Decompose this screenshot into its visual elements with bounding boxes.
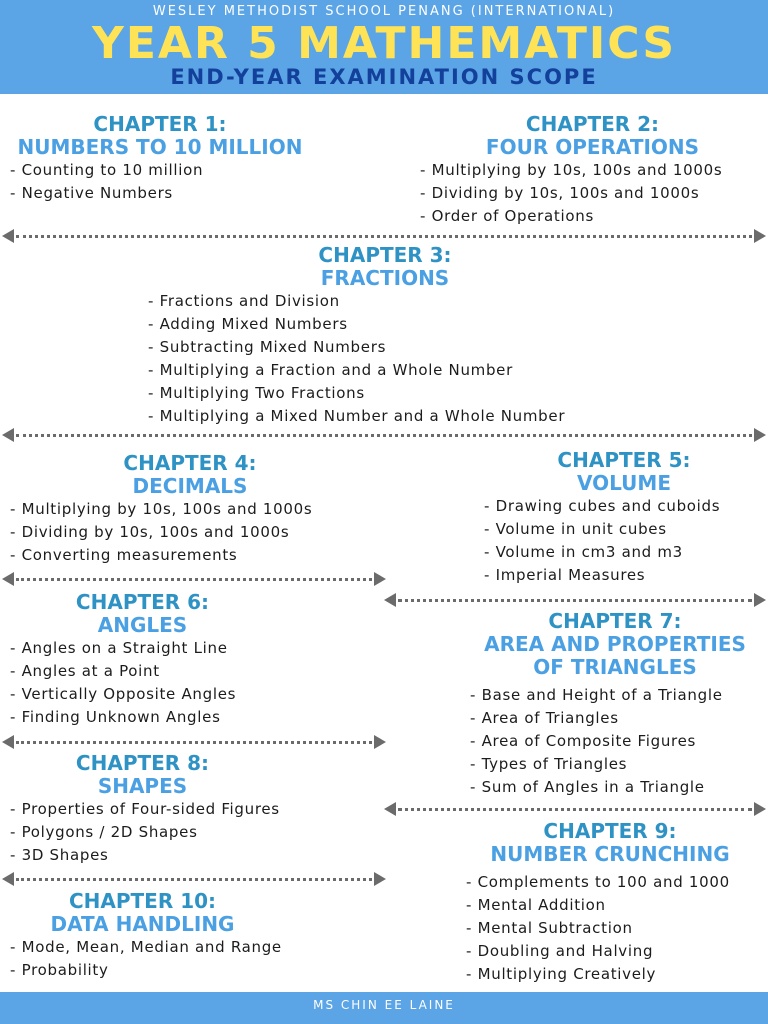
chapter-5 [484, 449, 764, 587]
chapter-label: CHAPTER 9: [543, 819, 677, 843]
topic-item: - Order of Operations [420, 205, 765, 228]
page-title: YEAR 5 MATHEMATICS [91, 18, 677, 69]
topic-item: - Multiplying by 10s, 100s and 1000s [420, 159, 765, 182]
chapter-title-line-2: OF TRIANGLES [533, 655, 697, 679]
chapter-1 [10, 113, 310, 205]
arrow-left-icon [2, 872, 14, 886]
arrow-right-icon [754, 229, 766, 243]
topic-item: - Angles on a Straight Line [10, 637, 275, 660]
topic-item: - Area of Composite Figures [470, 730, 760, 753]
chapter-title-line-1: AREA AND PROPERTIES [484, 632, 746, 656]
arrow-right-icon [374, 735, 386, 749]
topic-item: - Dividing by 10s, 100s and 1000s [10, 521, 370, 544]
topic-item: - Imperial Measures [484, 564, 764, 587]
topic-item: - Angles at a Point [10, 660, 275, 683]
topic-item: - Area of Triangles [470, 707, 760, 730]
topic-item: - Finding Unknown Angles [10, 706, 275, 729]
chapter-label: CHAPTER 7: [548, 609, 682, 633]
chapter-title: DECIMALS [132, 474, 248, 498]
chapter-2 [420, 113, 765, 228]
topic-item: - 3D Shapes [10, 844, 330, 867]
topic-list [470, 684, 760, 799]
chapter-title: ANGLES [97, 613, 188, 637]
topic-item: - Multiplying a Mixed Number and a Whole Number [148, 405, 628, 428]
arrow-left-icon [384, 593, 396, 607]
topic-item: - Mode, Mean, Median and Range [10, 936, 340, 959]
topic-list [10, 159, 310, 205]
chapter-label: CHAPTER 3: [318, 243, 452, 267]
topic-list [148, 290, 628, 428]
topic-list [10, 637, 275, 729]
chapter-10 [10, 890, 340, 982]
section-divider [2, 229, 766, 243]
arrow-left-icon [2, 735, 14, 749]
chapter-title: VOLUME [577, 471, 671, 495]
topic-list [10, 798, 330, 867]
arrow-left-icon [2, 572, 14, 586]
chapter-9 [466, 820, 766, 986]
topic-item: - Multiplying Creatively [466, 963, 766, 986]
chapter-label: CHAPTER 8: [75, 751, 210, 775]
author-name: MS CHIN EE LAINE [313, 998, 455, 1012]
chapter-label: CHAPTER 10: [68, 889, 217, 913]
topic-list [10, 936, 340, 982]
section-divider [384, 802, 766, 816]
topic-item: - Polygons / 2D Shapes [10, 821, 330, 844]
arrow-left-icon [2, 428, 14, 442]
section-divider [2, 428, 766, 442]
chapter-label: CHAPTER 1: [93, 112, 227, 136]
header-banner [0, 0, 768, 94]
topic-item: - Volume in unit cubes [484, 518, 764, 541]
chapter-title: DATA HANDLING [50, 912, 235, 936]
topic-list [10, 498, 370, 567]
chapter-8 [10, 752, 330, 867]
topic-item: - Multiplying a Fraction and a Whole Number [148, 359, 628, 382]
topic-item: - Sum of Angles in a Triangle [470, 776, 760, 799]
topic-item: - Fractions and Division [148, 290, 628, 313]
chapter-label: CHAPTER 4: [123, 451, 257, 475]
page-subtitle: END-YEAR EXAMINATION SCOPE [170, 65, 598, 89]
topic-item: - Multiplying Two Fractions [148, 382, 628, 405]
chapter-label: CHAPTER 6: [75, 590, 210, 614]
arrow-right-icon [754, 428, 766, 442]
section-divider [2, 735, 386, 749]
arrow-left-icon [384, 802, 396, 816]
arrow-right-icon [374, 572, 386, 586]
topic-item: - Types of Triangles [470, 753, 760, 776]
arrow-right-icon [754, 802, 766, 816]
arrow-left-icon [2, 229, 14, 243]
topic-item: - Properties of Four-sided Figures [10, 798, 330, 821]
chapter-title: FRACTIONS [320, 266, 450, 290]
topic-item: - Base and Height of a Triangle [470, 684, 760, 707]
chapter-6 [10, 591, 275, 729]
topic-item: - Drawing cubes and cuboids [484, 495, 764, 518]
section-divider [384, 593, 766, 607]
chapter-title: SHAPES [97, 774, 188, 798]
topic-item: - Subtracting Mixed Numbers [148, 336, 628, 359]
topic-item: - Complements to 100 and 1000 [466, 871, 766, 894]
topic-item: - Dividing by 10s, 100s and 1000s [420, 182, 765, 205]
chapter-title: NUMBERS TO 10 MILLION [17, 135, 303, 159]
chapter-label: CHAPTER 2: [525, 112, 660, 136]
footer-banner [0, 992, 768, 1024]
arrow-right-icon [374, 872, 386, 886]
topic-list [466, 871, 766, 986]
topic-item: - Multiplying by 10s, 100s and 1000s [10, 498, 370, 521]
topic-list [484, 495, 764, 587]
arrow-right-icon [754, 593, 766, 607]
topic-item: - Adding Mixed Numbers [148, 313, 628, 336]
section-divider [2, 872, 386, 886]
topic-item: - Doubling and Halving [466, 940, 766, 963]
chapter-3 [148, 244, 628, 428]
chapter-7 [470, 610, 760, 799]
topic-item: - Probability [10, 959, 340, 982]
topic-item: - Negative Numbers [10, 182, 310, 205]
chapter-label: CHAPTER 5: [557, 448, 691, 472]
chapter-4 [10, 452, 370, 567]
topic-item: - Volume in cm3 and m3 [484, 541, 764, 564]
topic-item: - Vertically Opposite Angles [10, 683, 275, 706]
chapter-title: FOUR OPERATIONS [485, 135, 700, 159]
school-name: WESLEY METHODIST SCHOOL PENANG (INTERNATIONAL) [152, 4, 616, 19]
chapter-title: NUMBER CRUNCHING [490, 842, 730, 866]
section-divider [2, 572, 386, 586]
topic-item: - Counting to 10 million [10, 159, 310, 182]
topic-item: - Converting measurements [10, 544, 370, 567]
topic-item: - Mental Addition [466, 894, 766, 917]
topic-list [420, 159, 765, 228]
topic-item: - Mental Subtraction [466, 917, 766, 940]
